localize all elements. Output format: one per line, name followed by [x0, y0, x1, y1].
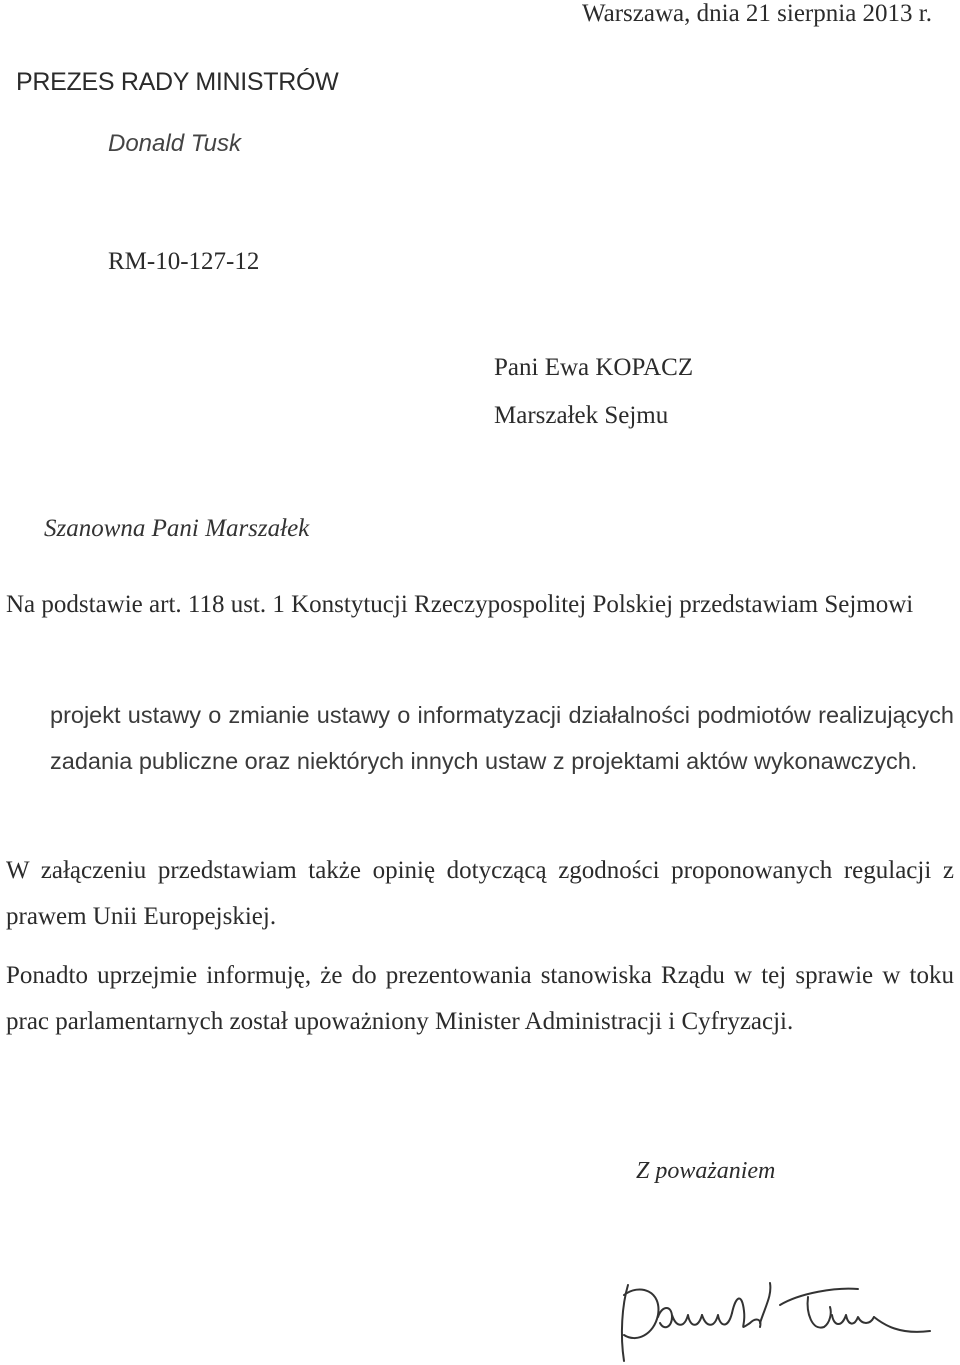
paragraph-legal-basis: Na podstawie art. 118 ust. 1 Konstytucji Rzeczypospolitej Polskiej przedstawiam Sejmowi — [6, 591, 914, 618]
closing: Z poważaniem — [636, 1158, 776, 1184]
paragraph-representative: Ponadto uprzejmie informuję, że do prezentowania stanowiska Rządu w tej sprawie w toku prac parlamentarnych został upoważniony Minister Administracji i Cyfryzacji. — [6, 962, 954, 1035]
sender-name: Donald Tusk — [108, 130, 241, 157]
paragraph-bill-title: projekt ustawy o zmianie ustawy o informatyzacji działalności podmiotów realizujących zadania publiczne oraz niektórych innych ustaw z projektami aktów wykonawczych. — [50, 702, 954, 774]
recipient-name: Pani Ewa KOPACZ — [494, 354, 694, 381]
salutation: Szanowna Pani Marszałek — [44, 515, 310, 542]
sender-title: PREZES RADY MINISTRÓW — [16, 68, 339, 96]
recipient-block — [494, 344, 693, 440]
signature — [600, 1265, 960, 1365]
recipient-title: Marszałek Sejmu — [494, 402, 669, 429]
date-line: Warszawa, dnia 21 sierpnia 2013 r. — [582, 0, 932, 27]
reference-number: RM-10-127-12 — [108, 248, 260, 275]
paragraph-attachment: W załączeniu przedstawiam także opinię dotyczącą zgodności proponowanych regulacji z prawem Unii Europejskiej. — [6, 857, 954, 930]
